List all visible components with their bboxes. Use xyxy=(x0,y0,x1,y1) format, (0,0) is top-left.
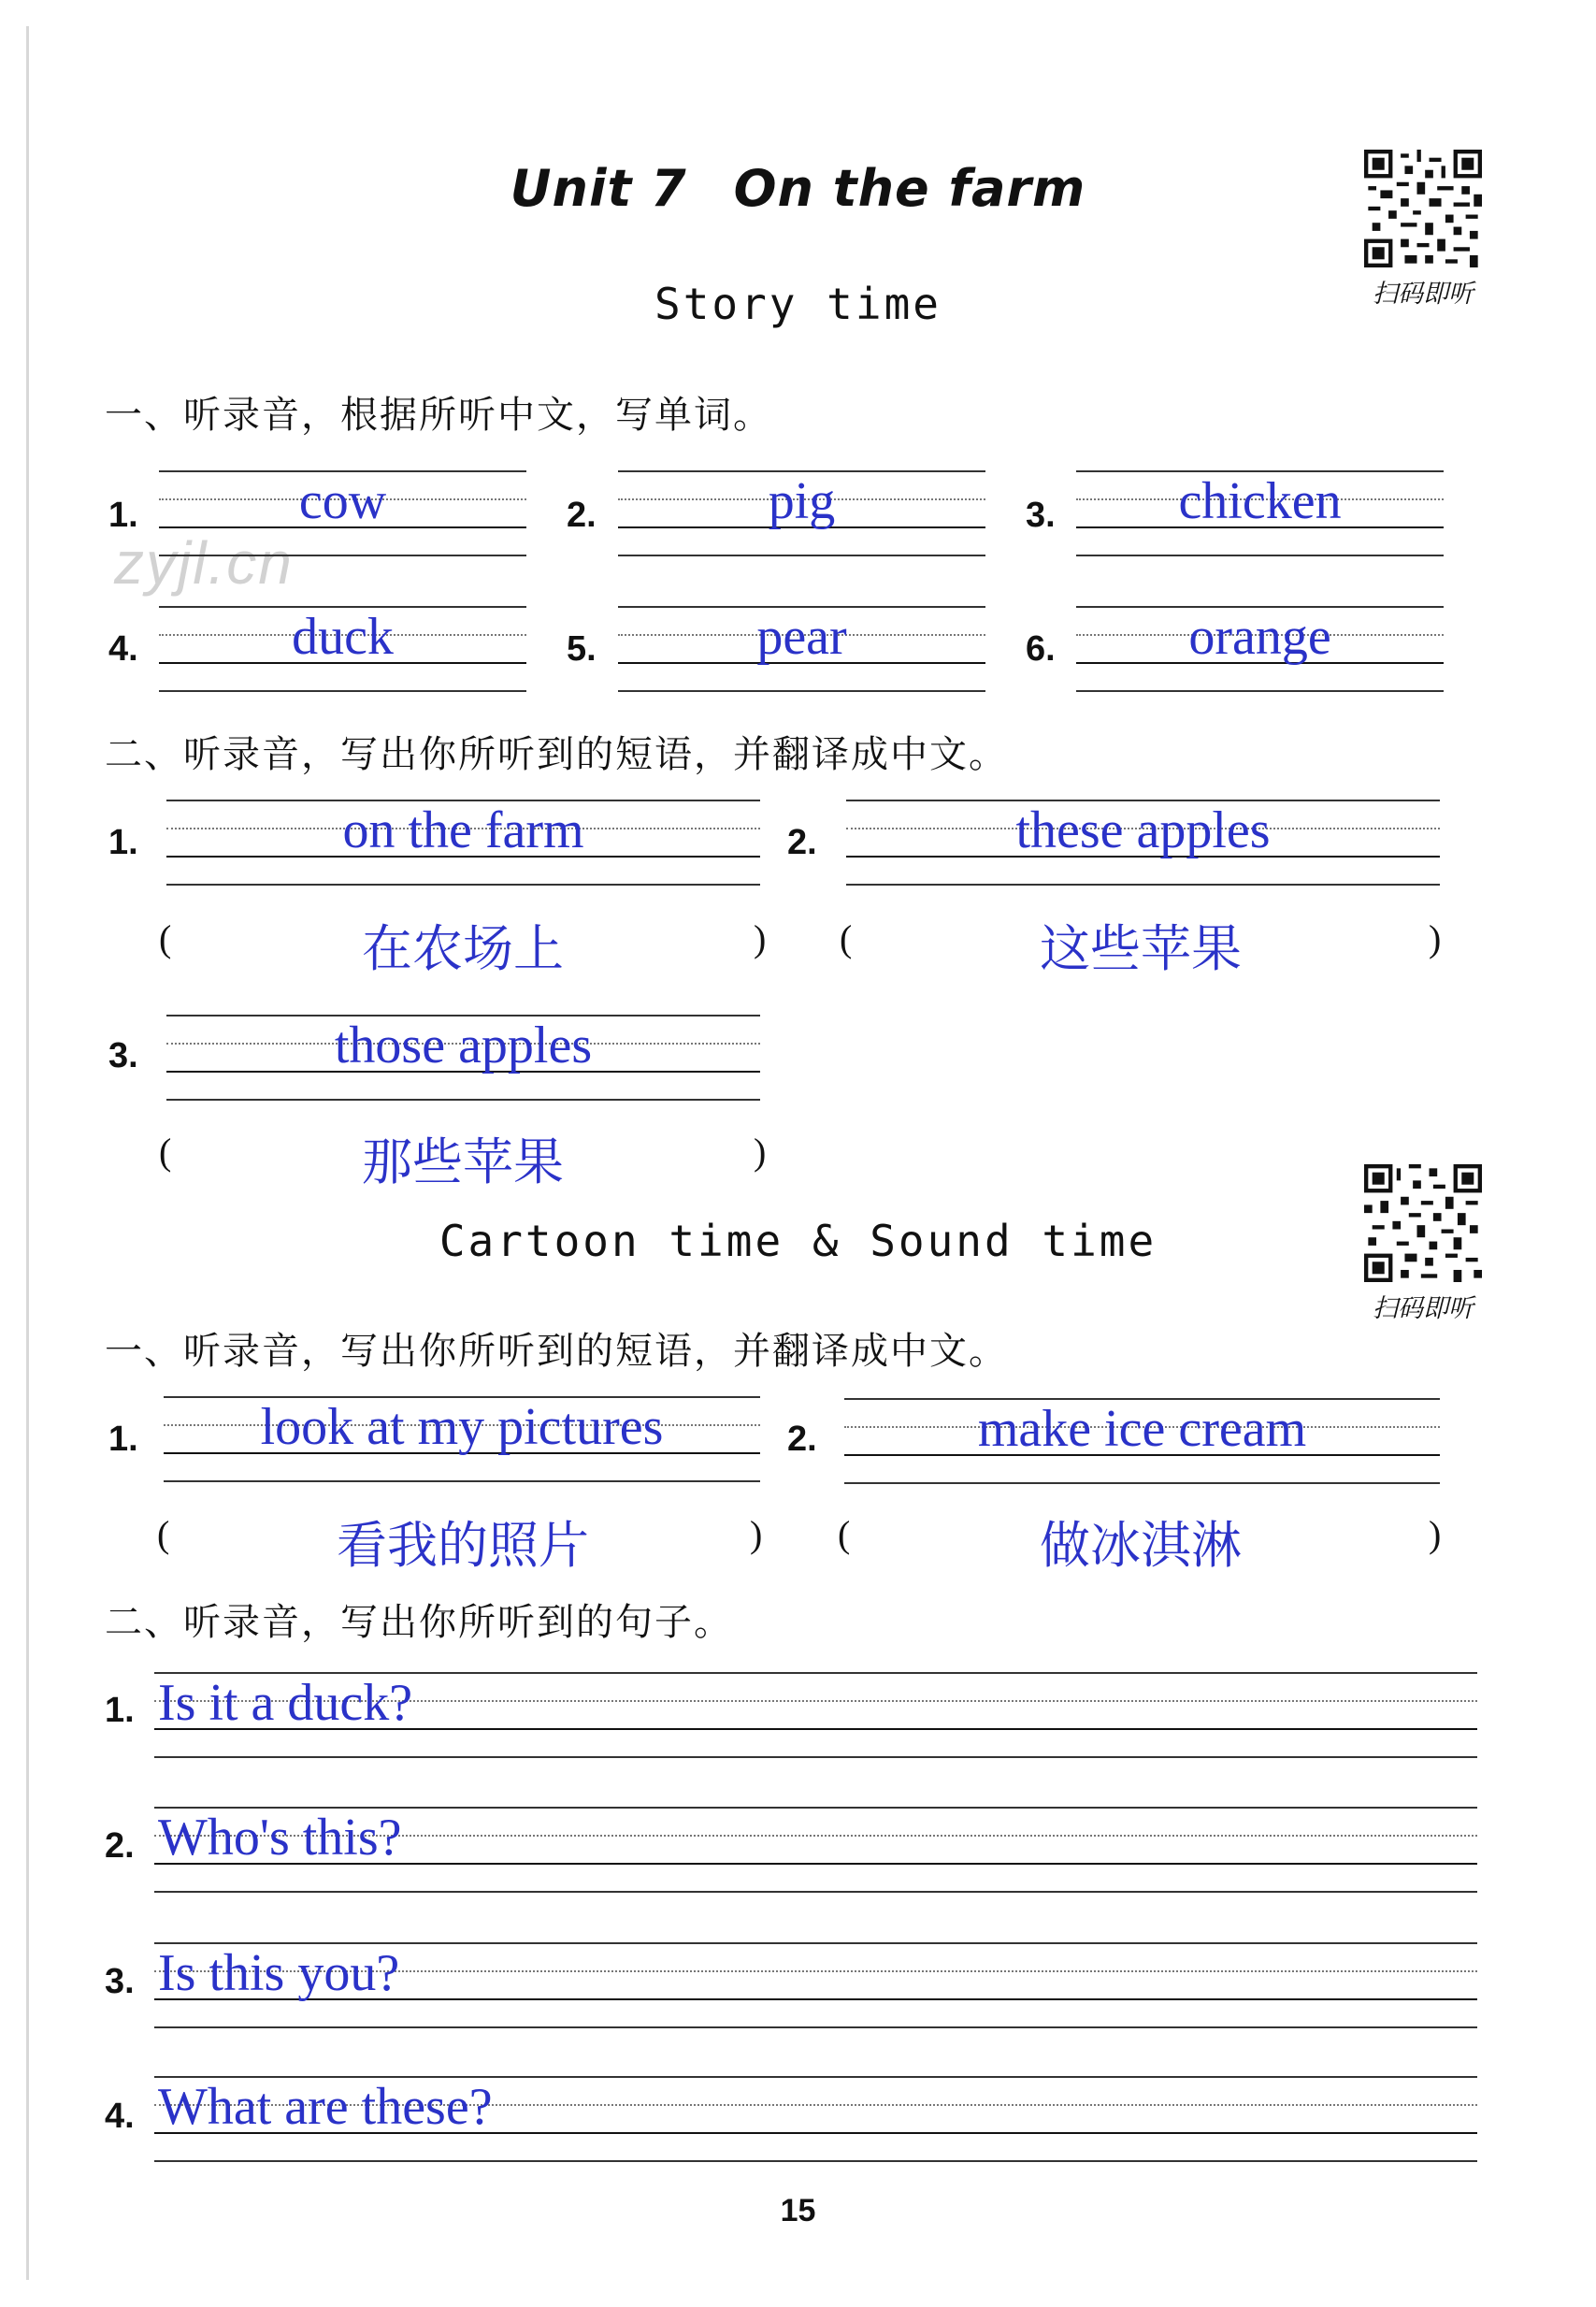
cartoon-part1-heading: 一、听录音，写出你所听到的短语，并翻译成中文。 xyxy=(105,1330,1008,1373)
word-2-answer-lines[interactable] xyxy=(618,470,985,556)
sentence-1-answer: Is it a duck? xyxy=(158,1674,413,1732)
cartoon-phrase-1-translation[interactable]: 看我的照片 xyxy=(337,1516,589,1575)
page-title xyxy=(0,159,1596,218)
phrase-2-translation[interactable]: 这些苹果 xyxy=(1040,919,1242,978)
watermark: zyjl.cn xyxy=(114,529,294,597)
phrase-1-number: 1. xyxy=(108,823,138,862)
cartoon-time-subtitle: Cartoon time & Sound time xyxy=(439,1216,1157,1266)
sentence-2-answer-lines[interactable] xyxy=(154,1807,1477,1893)
sentence-3-answer: Is this you? xyxy=(158,1944,400,2002)
paren-close: ) xyxy=(754,1131,767,1173)
cartoon-phrase-2-answer-lines[interactable] xyxy=(844,1398,1440,1484)
sentence-3-answer-lines[interactable] xyxy=(154,1942,1477,2028)
story-time-subtitle: Story time xyxy=(654,279,942,329)
cartoon-phrase-1-number: 1. xyxy=(108,1420,138,1459)
word-3-answer-lines[interactable] xyxy=(1076,470,1444,556)
word-1-number: 1. xyxy=(108,496,138,535)
phrase-1-translation[interactable]: 在农场上 xyxy=(362,919,564,978)
word-3-number: 3. xyxy=(1026,496,1056,535)
paren-open: ( xyxy=(838,1513,851,1555)
page-edge xyxy=(26,26,29,2280)
story-part2-heading: 二、听录音，写出你所听到的短语，并翻译成中文。 xyxy=(105,733,1008,776)
word-2-number: 2. xyxy=(567,496,597,535)
sentence-1-answer-lines[interactable] xyxy=(154,1672,1477,1758)
word-6-number: 6. xyxy=(1026,629,1056,669)
paren-open: ( xyxy=(159,917,172,959)
word-5-number: 5. xyxy=(567,629,597,669)
word-6-answer: orange xyxy=(1188,608,1331,666)
word-3-answer: chicken xyxy=(1178,472,1342,530)
phrase-1-answer-lines[interactable] xyxy=(166,800,760,886)
sentence-4-number: 4. xyxy=(105,2097,135,2136)
qr-code-icon[interactable] xyxy=(1364,150,1482,267)
word-5-answer-lines[interactable] xyxy=(618,606,985,692)
paren-open: ( xyxy=(159,1131,172,1173)
paren-close: ) xyxy=(1429,917,1442,959)
cartoon-phrase-2-answer: make ice cream xyxy=(977,1400,1307,1458)
cartoon-phrase-1-answer-lines[interactable] xyxy=(164,1396,760,1482)
phrase-2-number: 2. xyxy=(787,823,817,862)
phrase-3-answer: those apples xyxy=(334,1017,593,1074)
story-part1-heading: 一、听录音，根据所听中文，写单词。 xyxy=(105,394,772,437)
cartoon-phrase-1-answer: look at my pictures xyxy=(260,1398,664,1456)
cartoon-part2-heading: 二、听录音，写出你所听到的句子。 xyxy=(105,1601,733,1644)
phrase-3-translation[interactable]: 那些苹果 xyxy=(362,1132,564,1191)
phrase-1-answer: on the farm xyxy=(342,801,584,859)
phrase-3-number: 3. xyxy=(108,1036,138,1075)
unit-name: On the farm xyxy=(733,159,1086,218)
paren-close: ) xyxy=(750,1513,763,1555)
paren-open: ( xyxy=(157,1513,170,1555)
word-2-answer: pig xyxy=(768,472,836,530)
word-4-answer: duck xyxy=(292,608,394,666)
cartoon-phrase-2-translation[interactable]: 做冰淇淋 xyxy=(1040,1516,1242,1575)
qr-label: 扫码即听 xyxy=(1373,280,1474,309)
word-5-answer: pear xyxy=(756,608,847,666)
phrase-2-answer: these apples xyxy=(1015,801,1271,859)
sentence-2-answer: Who's this? xyxy=(158,1809,402,1867)
phrase-2-answer-lines[interactable] xyxy=(846,800,1440,886)
word-1-answer-lines[interactable] xyxy=(159,470,526,556)
qr-label: 扫码即听 xyxy=(1373,1294,1474,1323)
cartoon-phrase-2-number: 2. xyxy=(787,1420,817,1459)
paren-close: ) xyxy=(1429,1513,1442,1555)
sentence-4-answer-lines[interactable] xyxy=(154,2076,1477,2162)
sentence-4-answer: What are these? xyxy=(158,2078,493,2136)
page-number: 15 xyxy=(780,2193,816,2228)
paren-close: ) xyxy=(754,917,767,959)
word-1-answer: cow xyxy=(298,472,387,530)
word-4-answer-lines[interactable] xyxy=(159,606,526,692)
sentence-3-number: 3. xyxy=(105,1962,135,2001)
sentence-1-number: 1. xyxy=(105,1691,135,1730)
unit-label: Unit 7 xyxy=(510,159,687,218)
sentence-2-number: 2. xyxy=(105,1826,135,1866)
paren-open: ( xyxy=(840,917,853,959)
phrase-3-answer-lines[interactable] xyxy=(166,1015,760,1101)
word-6-answer-lines[interactable] xyxy=(1076,606,1444,692)
word-4-number: 4. xyxy=(108,629,138,669)
